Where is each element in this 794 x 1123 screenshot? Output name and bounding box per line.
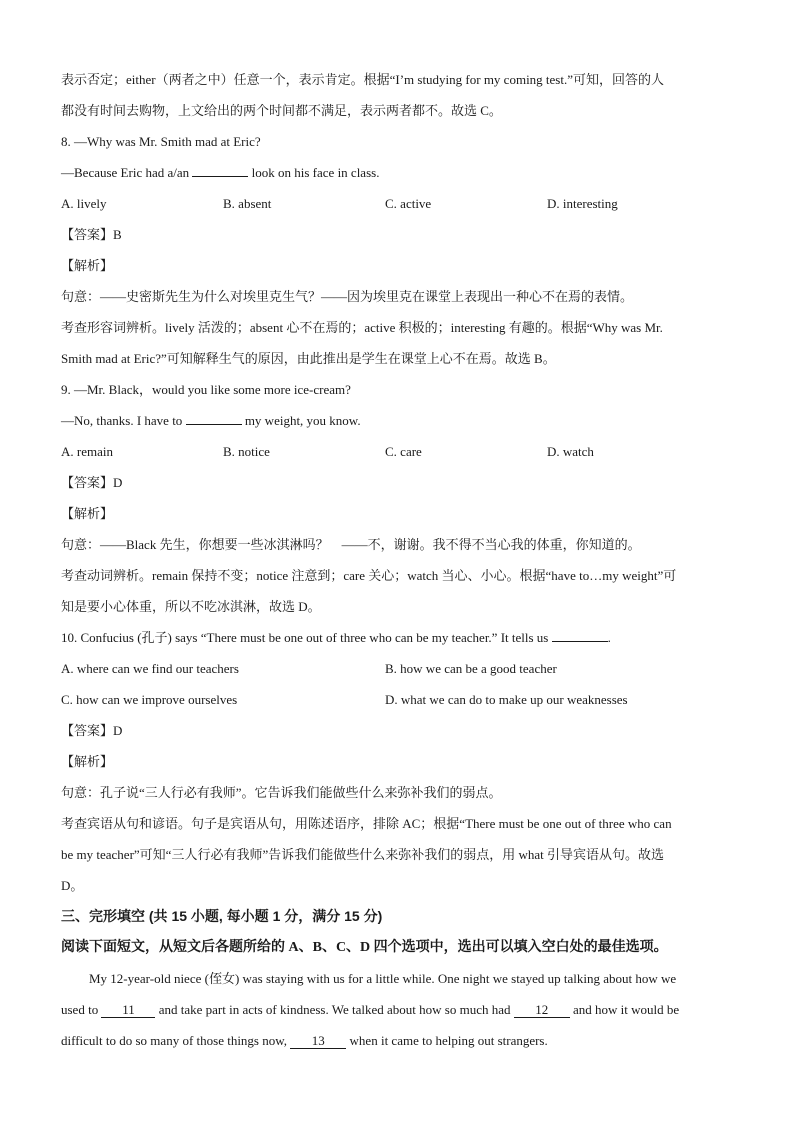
q10-explain-line1: 考查宾语从句和谚语。句子是宾语从句，用陈述语序，排除 AC；根据“There must be one out of three who can (61, 816, 672, 831)
blank-12: 12 (514, 1003, 570, 1018)
q10-explain-line2: be my teacher”可知“三人行必有我师”告诉我们能做些什么来弥补我们的弱点，用 what 引导宾语从句。故选 (61, 847, 664, 862)
q10-option-b: B. how we can be a good teacher (385, 661, 557, 676)
blank-13: 13 (290, 1034, 346, 1049)
q8-reply-text-after: look on his face in class. (248, 165, 380, 180)
q10-explain-line3: D。 (61, 878, 84, 893)
q10-stem-end: . (607, 630, 611, 645)
answer-label: 【答案】 (61, 723, 114, 738)
passage-text: and how it would be (569, 1002, 680, 1017)
q8-reply (61, 157, 741, 188)
q8-stem: 8. —Why was Mr. Smith mad at Eric? (61, 134, 261, 149)
q8-explain-line1: 考查形容词辨析。lively 活泼的；absent 心不在焉的；active 积极的；interesting 有趣的。根据“Why was Mr. (61, 320, 663, 335)
q8-answer (61, 219, 741, 250)
passage-text: and take part in acts of kindness. We talked about how so much had (155, 1002, 514, 1017)
q9-explain-line1: 考查动词辨析。remain 保持不变；notice 注意到；care 关心；watch 当心、小心。根据“have to…my weight”可 (61, 568, 677, 583)
q10-options-row2 (61, 684, 741, 715)
q8-reply-text-before: —Because Eric had a/an (61, 165, 193, 180)
answer-value: D (113, 475, 123, 490)
passage-text: difficult to do so many of those things now, (61, 1033, 291, 1048)
q9-reply (61, 405, 741, 436)
passage-text: used to (61, 1002, 102, 1017)
q9-stem: 9. —Mr. Black，would you like some more ice-cream? (61, 382, 351, 397)
q9-options (61, 436, 741, 467)
passage-text: when it came to helping out strangers. (346, 1033, 548, 1048)
document-page (61, 64, 741, 1056)
passage-line3 (61, 1025, 741, 1056)
q9-blank (186, 412, 242, 425)
q9-reply-text-after: my weight, you know. (241, 413, 361, 428)
q9-option-d: D. watch (547, 444, 594, 459)
q9-reply-text-before: —No, thanks. I have to (61, 413, 186, 428)
q8-option-d: D. interesting (547, 196, 618, 211)
q10-option-c: C. how can we improve ourselves (61, 692, 238, 707)
q10-option-a: A. where can we find our teachers (61, 661, 239, 676)
q10-blank (552, 629, 608, 642)
q8-option-b: B. absent (223, 196, 272, 211)
q10-option-d: D. what we can do to make up our weaknesses (385, 692, 628, 707)
q8-explain-line2: Smith mad at Eric?”可知解释生气的原因，由此推出是学生在课堂上心不在焉。故选 B。 (61, 351, 556, 366)
q8-analysis-label: 【解析】 (61, 258, 114, 273)
section-title: 三、完形填空 (共 15 小题, 每小题 1 分，满分 15 分) (61, 908, 383, 924)
q8-option-a: A. lively (61, 196, 107, 211)
q10-stem-text: 10. Confucius (孔子) says “There must be one out of three who can be my teacher.” It tells us (61, 630, 552, 645)
q8-options (61, 188, 741, 219)
q10-translation: 句意：孔子说“三人行必有我师”。它告诉我们能做些什么来弥补我们的弱点。 (61, 785, 502, 800)
answer-label: 【答案】 (61, 227, 114, 242)
passage-line2 (61, 994, 741, 1025)
q9-explain-line2: 知是要小心体重，所以不吃冰淇淋，故选 D。 (61, 599, 321, 614)
q7-explanation-line1: 表示否定；either（两者之中）任意一个，表示肯定。根据“I’m studying for my coming test.”可知，回答的人 (61, 72, 665, 87)
section-instruction: 阅读下面短文，从短文后各题所给的 A、B、C、D 四个选项中，选出可以填入空白处的最佳选项。 (61, 940, 668, 955)
passage-line1: My 12-year-old niece (侄女) was staying with us for a little while. One night we stayed up talking about how we (89, 971, 677, 986)
q10-stem (61, 622, 741, 653)
q8-translation: 句意：——史密斯先生为什么对埃里克生气？——因为埃里克在课堂上表现出一种心不在焉的表情。 (61, 289, 634, 304)
q8-blank (192, 164, 248, 177)
q9-option-c: C. care (385, 444, 422, 459)
answer-label: 【答案】 (61, 475, 114, 490)
q9-answer (61, 467, 741, 498)
blank-11: 11 (101, 1003, 155, 1018)
q9-option-a: A. remain (61, 444, 113, 459)
q9-translation: 句意：——Black 先生，你想要一些冰淇淋吗？ ——不，谢谢。我不得不当心我的体重，你知道的。 (61, 537, 641, 552)
q9-analysis-label: 【解析】 (61, 506, 114, 521)
answer-value: D (113, 723, 123, 738)
q10-answer (61, 715, 741, 746)
q8-option-c: C. active (385, 196, 432, 211)
q10-options-row1 (61, 653, 741, 684)
q9-option-b: B. notice (223, 444, 270, 459)
q7-explanation-line2: 都没有时间去购物，上文给出的两个时间都不满足，表示两者都不。故选 C。 (61, 103, 502, 118)
answer-value: B (113, 227, 122, 242)
q10-analysis-label: 【解析】 (61, 754, 114, 769)
